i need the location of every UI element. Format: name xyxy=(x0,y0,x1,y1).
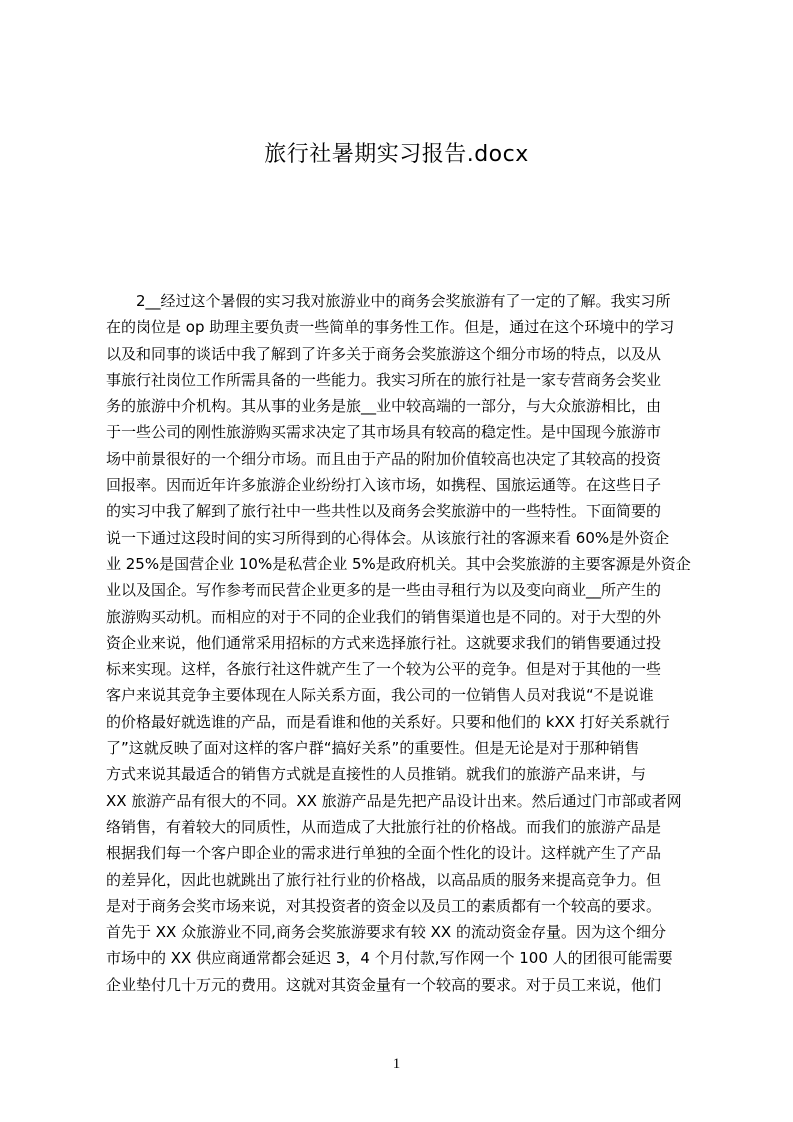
document-body xyxy=(106,288,700,998)
body-line: 说一下通过这段时间的实习所得到的心得体会。从该旅行社的客源来看 60%是外资企 xyxy=(106,528,670,547)
body-line: XX 旅游产品有很大的不同。XX 旅游产品是先把产品设计出来。然后通过门市部或者网 xyxy=(106,791,682,810)
body-line: 事旅行社岗位工作所需具备的一些能力。我实习所在的旅行社是一家专营商务会奖业 xyxy=(106,370,662,389)
body-line: 在的岗位是 op 助理主要负责一些简单的事务性工作。但是，通过在这个环境中的学习 xyxy=(106,318,675,337)
body-line: 于一些公司的刚性旅游购买需求决定了其市场具有较高的稳定性。是中国现今旅游市 xyxy=(106,423,662,442)
page-number: 1 xyxy=(392,1056,401,1072)
body-line: 回报率。因而近年许多旅游企业纷纷打入该市场，如携程、国旅运通等。在这些日子 xyxy=(106,476,662,495)
body-line: 企业垫付几十万元的费用。这就对其资金量有一个较高的要求。对于员工来说，他们 xyxy=(106,975,662,994)
body-line: 以及和同事的谈话中我了解到了许多关于商务会奖旅游这个细分市场的特点，以及从 xyxy=(106,344,662,363)
body-line: 客户来说其竞争主要体现在人际关系方面，我公司的一位销售人员对我说“不是说谁 xyxy=(106,686,654,705)
body-line: 业 25%是国营企业 10%是私营企业 5%是政府机关。其中会奖旅游的主要客源是外资企 xyxy=(106,554,691,573)
body-line: 资企业来说，他们通常采用招标的方式来选择旅行社。这就要求我们的销售要通过投 xyxy=(106,633,662,652)
document-title: 旅行社暑期实习报告.docx xyxy=(264,142,529,167)
body-line: 业以及国企。写作参考而民营企业更多的是一些由寻租行为以及变向商业__所产生的 xyxy=(106,581,662,600)
body-line: 络销售，有着较大的同质性，从而造成了大批旅行社的价格战。而我们的旅游产品是 xyxy=(106,817,662,836)
body-line: 务的旅游中介机构。其从事的业务是旅__业中较高端的一部分，与大众旅游相比，由 xyxy=(106,397,662,416)
body-line: 市场中的 XX 供应商通常都会延迟 3，4 个月付款,写作网一个 100 人的团很可能需要 xyxy=(106,949,673,968)
body-line: 标来实现。这样，各旅行社这件就产生了一个较为公平的竞争。但是对于其他的一些 xyxy=(106,660,662,679)
body-line: 场中前景很好的一个细分市场。而且由于产品的附加价值较高也决定了其较高的投资 xyxy=(106,449,662,468)
body-line: 的价格最好就选谁的产品，而是看谁和他的关系好。只要和他们的 kXX 打好关系就行 xyxy=(106,712,670,731)
body-line: 旅游购买动机。而相应的对于不同的企业我们的销售渠道也是不同的。对于大型的外 xyxy=(106,607,662,626)
body-line: 根据我们每一个客户即企业的需求进行单独的全面个性化的设计。这样就产生了产品 xyxy=(106,844,662,863)
body-line: 的实习中我了解到了旅行社中一些共性以及商务会奖旅游中的一些特性。下面简要的 xyxy=(106,502,662,521)
body-line: 方式来说其最适合的销售方式就是直接性的人员推销。就我们的旅游产品来讲，与 xyxy=(106,765,647,784)
body-line: 了”这就反映了面对这样的客户群“搞好关系”的重要性。但是无论是对于那种销售 xyxy=(106,739,640,758)
body-line: 2__经过这个暑假的实习我对旅游业中的商务会奖旅游有了一定的了解。我实习所 xyxy=(106,292,671,310)
body-line: 首先于 XX 众旅游业不同,商务会奖旅游要求有较 XX 的流动资金存量。因为这个细分 xyxy=(106,923,666,942)
body-line: 的差异化，因此也就跳出了旅行社行业的价格战，以高品质的服务来提高竞争力。但 xyxy=(106,870,662,889)
body-line: 是对于商务会奖市场来说，对其投资者的资金以及员工的素质都有一个较高的要求。 xyxy=(106,896,662,915)
